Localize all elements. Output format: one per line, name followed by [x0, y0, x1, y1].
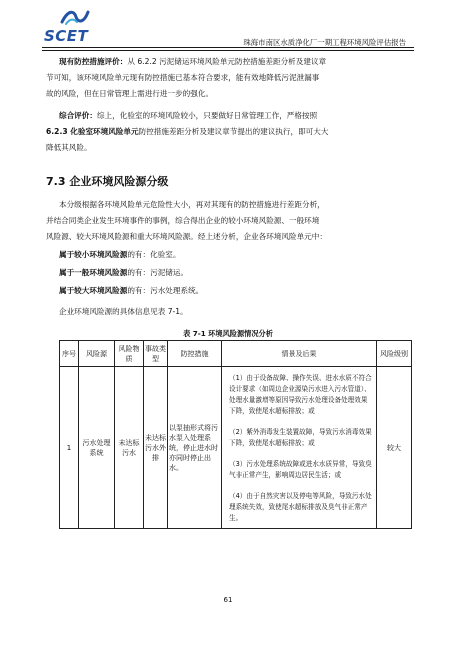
consequence-item: （1）由于设备故障、操作失误、进水水质不符合设计要求（如周边企业源染污水进入污水管道）、处理水量激增等原因导致污水处理设备处理效果下降，致使尾水超标排放；或 [229, 374, 372, 415]
paragraph-text: 从 6.2.2 污泥储运环境风险单元防控措施差距分析及建议章 [127, 57, 327, 66]
paragraph-text: 综上，化验室的环境风险较小，只要做好日常管理工作，严格按照 [96, 111, 318, 120]
consequence-item: （3）污水处理系统故障或进水水质异常，导致臭气非正常产生，影响周边居民生活；或 [229, 460, 372, 479]
paragraph-line [59, 110, 317, 121]
risk-level-label: 属于较大环境风险源 [59, 286, 128, 295]
risk-level-line [59, 285, 203, 296]
table-caption: 表 7-1 环境风险源情况分析 [183, 329, 273, 338]
control-measures-cell: 以泵抽形式将污水泵入处理系统，停止进水时亦同时停止出水。 [168, 367, 222, 529]
risk-level-cell: 较大 [377, 367, 412, 529]
header-cell: 风险源 [79, 341, 115, 367]
paragraph-line: 降低其风险。 [46, 143, 92, 152]
page-number: 61 [223, 596, 233, 604]
wave-logo-icon [60, 8, 90, 26]
paragraph-label: 现有防控措施评价： [59, 57, 128, 66]
section-reference: 6.2.3 化验室环境风险单元 [46, 127, 139, 136]
paragraph-line: 企业环境风险源的具体信息见表 7-1。 [59, 307, 188, 316]
paragraph-line: 本分级根据各环境风险单元危险性大小，再对其现有的防控措施进行差距分析， [59, 200, 325, 209]
risk-level-label: 属于较小环境风险源 [59, 250, 128, 259]
header-divider-thin [42, 50, 414, 51]
paragraph-label: 综合评价： [59, 111, 97, 120]
risk-level-line [59, 267, 188, 278]
paragraph-text: 防控措施差距分析及建议章节提出的建议执行，即可大大 [138, 127, 329, 136]
header-cell: 防控措施 [168, 341, 222, 367]
header-cell: 风险物质 [115, 341, 144, 367]
risk-source-cell: 污水处理系统 [79, 367, 115, 529]
risk-level-label: 属于一般环境风险源 [59, 268, 128, 277]
company-logo [42, 8, 108, 46]
risk-source-table [59, 340, 412, 529]
consequence-item: （2）紫外消毒发生装置故障，导致污水消毒效果下降，致使尾水超标排放；或 [229, 428, 372, 447]
header-cell: 事故类型 [144, 341, 168, 367]
paragraph-line: 节可知，该环境风险单元现有防控措施已基本符合要求，能有效地降低污泥泄漏事 [46, 73, 320, 82]
header-cell: 风险级别 [377, 341, 412, 367]
risk-level-line [59, 249, 181, 260]
row-number: 1 [60, 367, 79, 529]
risk-level-text: 的有：污水处理系统。 [127, 286, 204, 295]
paragraph-line: 风险源、较大环境风险源和重大环境风险源。经上述分析，企业各环境风险单元中： [46, 232, 327, 241]
consequence-item: （4）由于自然灾害以及停电等风险，导致污水处理系统失效，致使尾水超标排放及臭气非正常产生。 [229, 492, 372, 522]
paragraph-line [46, 126, 328, 137]
report-title: 珠海市南区水质净化厂一期工程环境风险评估报告 [243, 38, 406, 47]
risk-level-text: 的有：污泥储运。 [127, 268, 189, 277]
risk-substance-cell: 未达标污水 [115, 367, 144, 529]
section-heading: 7.3 企业环境风险源分级 [46, 175, 169, 188]
accident-type-cell: 未达标污水外排 [144, 367, 168, 529]
header-cell: 序号 [60, 341, 79, 367]
scenario-consequences-cell [222, 367, 377, 529]
paragraph-line: 并结合同类企业发生环境事件的事例，综合得出企业的较小环境风险源、一般环境 [46, 216, 320, 225]
header-cell: 情景及后果 [222, 341, 377, 367]
paragraph-line [59, 56, 326, 67]
header-divider [42, 47, 414, 48]
table-header-row [60, 341, 412, 367]
logo-text: SCET [44, 27, 89, 45]
risk-level-text: 的有：化验室。 [127, 250, 181, 259]
paragraph-line: 故的风险，但在日常管理上需进行进一步的强化。 [46, 89, 214, 98]
table-row [60, 367, 412, 529]
